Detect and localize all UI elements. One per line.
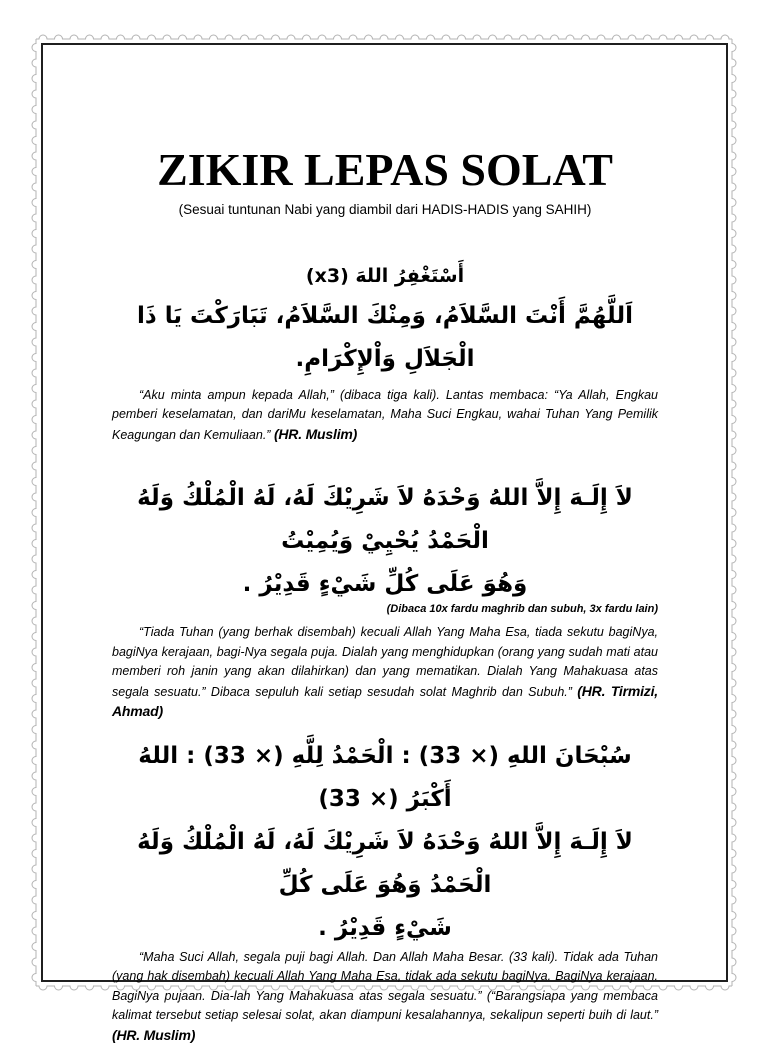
dhikr-section-1 — [112, 257, 658, 446]
recitation-count-note: (Dibaca 10x fardu maghrib dan subuh, 3x fardu lain) — [386, 603, 658, 616]
hadith-source-1: (HR. Muslim) — [273, 425, 358, 442]
translation-text-1: “Aku minta ampun kepada Allah,” (dibaca tiga kali). Lantas membaca: “Ya Allah, Engkau pemberi keselamatan, dan dariMu keselamatan, Maha Suci Engkau, wahai Tuhan Yang Pemilik Keagungan dan Kemuliaan.” — [112, 387, 658, 442]
arabic-tahlil-line-1: لاَ إِلَـهَ إِلاَّ اللهُ وَحْدَهُ لاَ شَرِيْكَ لَهُ، لَهُ الْمُلْكُ وَلَهُ الْحَمْدُ يُحْيِيْ وَيُمِيْتُ — [137, 485, 633, 555]
translation-text-3: “Maha Suci Allah, segala puji bagi Allah. Dan Allah Maha Besar. (33 kali). Tidak ada Tuhan (yang hak disembah) kecuali Allah Yang Maha Esa, tidak ada sekutu bagiNya. BagiNya kerajaan. BagiNya pujaan. Dia-lah Yang Mahakuasa atas segala sesuatu.” (“Barangsiapa yang membaca kalimat tersebut setiap selesai solat, akan diampuni kesalahannya, sekalipun seperti buih di laut.” — [112, 949, 658, 1023]
page-subtitle: (Sesuai tuntunan Nabi yang diambil dari HADIS-HADIS yang SAHIH) — [178, 201, 592, 217]
translation-paragraph-2 — [112, 623, 658, 723]
translation-paragraph-3 — [112, 948, 658, 1046]
dhikr-section-3 — [112, 735, 658, 1046]
arabic-tahlil2-line-2: شَيْءٍ قَدِيْرُ . — [318, 914, 452, 941]
page-content — [112, 0, 658, 1046]
hadith-source-2: (HR. Tirmizi, Ahmad) — [112, 682, 658, 720]
arabic-tasbih-tahmid-takbir-line: سُبْحَانَ اللهِ (× 33) : الْحَمْدُ لِلَّهِ (× 33) : اللهُ أَكْبَرُ (× 33) — [138, 742, 632, 812]
translation-paragraph-1 — [112, 386, 658, 446]
arabic-tahlil-line-2: وَهُوَ عَلَى كُلِّ شَيْءٍ قَدِيْرُ . — [242, 571, 528, 598]
arabic-tahlil2-line-1: لاَ إِلَـهَ إِلاَّ اللهُ وَحْدَهُ لاَ شَرِيْكَ لَهُ، لَهُ الْمُلْكُ وَلَهُ الْحَمْدُ وَهُوَ عَلَى كُلِّ — [137, 828, 633, 898]
dhikr-section-2 — [112, 477, 658, 723]
arabic-allahumma-line: اَللَّهُمَّ أَنْتَ السَّلاَمُ، وَمِنْكَ السَّلاَمُ، تَبَارَكْتَ يَا ذَا الْجَلاَلِ وَاْلإِكْرَامِ. — [137, 302, 633, 372]
translation-text-2: “Tiada Tuhan (yang berhak disembah) kecuali Allah Yang Maha Esa, tiada sekutu bagiNya, bagiNya kerajaan, bagi-Nya segala puja. Dialah yang menghidupkan (orang yang sudah mati atau memberi roh janin yang akan dilahirkan) dan yang mematikan. Dialah Yang Mahakuasa atas segala sesuatu.” Dibaca sepuluh kali setiap sesudah solat Maghrib dan Subuh.” — [112, 625, 658, 699]
arabic-istighfar-line: أَسْتَغْفِرُ اللهَ (x3) — [305, 264, 465, 287]
page-title: ZIKIR LEPAS SOLAT — [157, 144, 613, 195]
hadith-source-3: (HR. Muslim) — [112, 1026, 196, 1043]
